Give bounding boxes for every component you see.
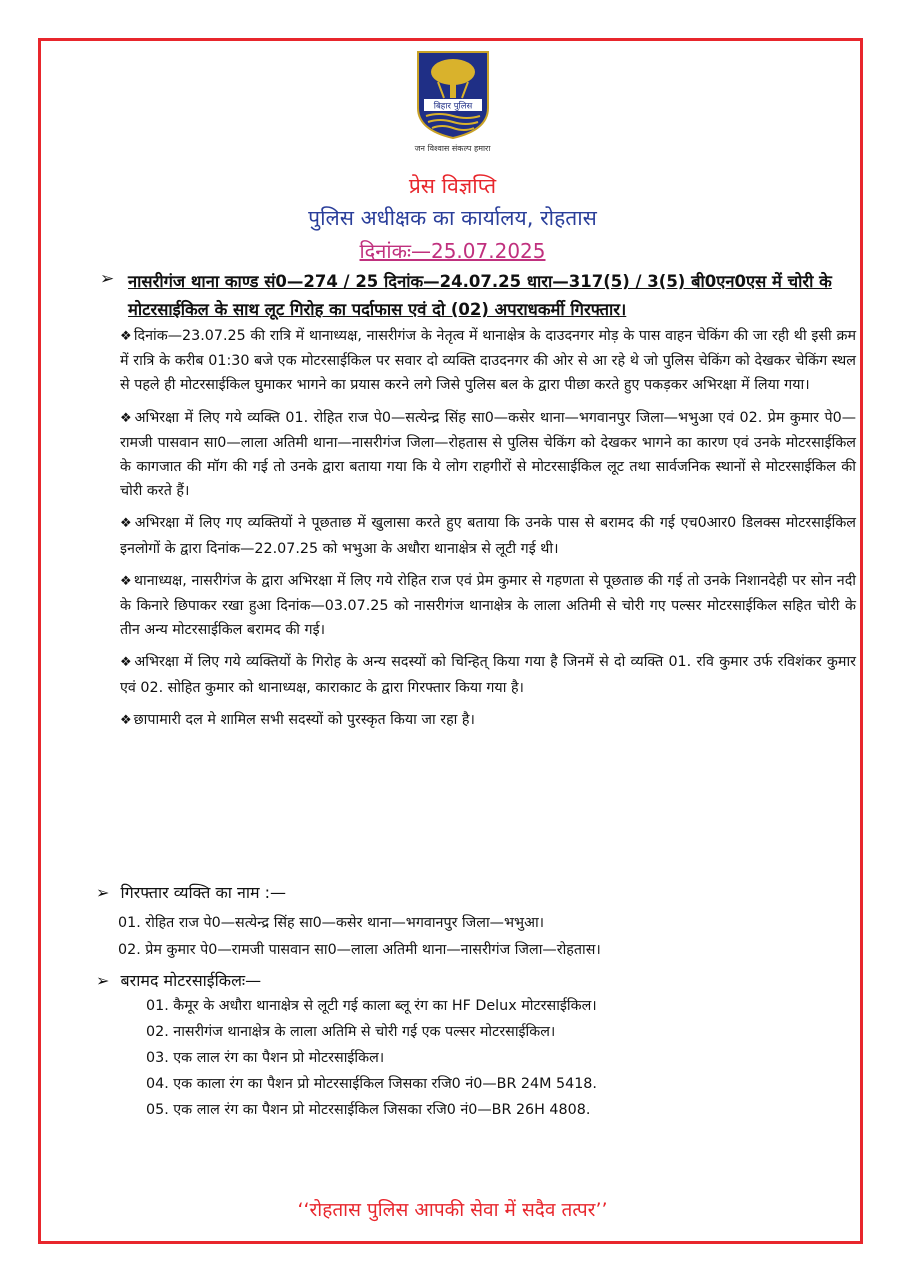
arrested-heading: ➢ गिरफ्तार व्यक्ति का नाम :— <box>96 883 287 902</box>
recovered-item: 03. एक लाल रंग का पैशन प्रो मोटरसाईकिल। <box>146 1050 385 1066</box>
arrow-icon: ➢ <box>96 883 121 902</box>
recovered-item: 05. एक लाल रंग का पैशन प्रो मोटरसाईकिल जिसका रजि0 नं0—BR 26H 4808. <box>146 1102 591 1118</box>
point-item: ❖ दिनांक—23.07.25 की रात्रि में थानाध्यक्ष, नासरीगंज के नेतृत्व में थानाक्षेत्र के दाउदनगर मोड़ के पास वाहन चेकिंग की जा रही थी इसी क्रम में रात्रि के करीब 01:30 बजे एक मोटरसाईकिल पर सवार दो व्यक्ति दाउदनगर की ओर से आ रहे थे जो पुलिस चेकिंग को देखकर चेकिंग स्थल से पहले ही मोटरसाईकिल घुमाकर भागने का प्रयास करने लगे जिसे पुलिस बल के द्वारा पीछा करते हुए पकड़कर अभिरक्षा में लिया गया। <box>120 328 856 394</box>
recovered-item: 04. एक काला रंग का पैशन प्रो मोटरसाईकिल जिसका रजि0 नं0—BR 24M 5418. <box>146 1076 597 1092</box>
diamond-bullet-icon: ❖ <box>120 573 132 589</box>
release-date: दिनांकः—25.07.2025 <box>359 239 546 263</box>
point-item: ❖ छापामारी दल मे शामिल सभी सदस्यों को पुरस्कृत किया जा रहा है। <box>120 711 475 728</box>
bihar-police-logo <box>414 50 492 140</box>
recovered-item: 02. नासरीगंज थानाक्षेत्र के लाला अतिमि से चोरी गई एक पल्सर मोटरसाईकिल। <box>146 1024 556 1040</box>
point-item: ❖ अभिरक्षा में लिए गए व्यक्तियों ने पूछताछ में खुलासा करते हुए बताया कि उनके पास से बरामद की गई एच0आर0 डिलक्स मोटरसाईकिल इनलोगों के द्वारा दिनांक—22.07.25 को भभुआ के अधौरा थानाक्षेत्र से लूटी गई थी। <box>120 515 857 557</box>
point-item: ❖ थानाध्यक्ष, नासरीगंज के द्वारा अभिरक्षा में लिए गये रोहित राज एवं प्रेम कुमार से गहणता से पूछताछ की गई तो उनके निशानदेही पर सोन नदी के किनारे छिपाकर रखा हुआ दिनांक—03.07.25 को नासरीगंज थानाक्षेत्र के लाला अतिमी से चोरी गए पल्सर मोटरसाईकिल सहित चोरी के तीन अन्य मोटरसाईकिल बरामद की गई। <box>120 572 856 639</box>
arrow-icon: ➢ <box>100 269 115 289</box>
logo-text: बिहार पुलिस <box>433 101 473 112</box>
press-release-title: प्रेस विज्ञप्ति <box>408 174 497 198</box>
point-item: ❖ अभिरक्षा में लिए गये व्यक्तियों के गिरोह के अन्य सदस्यों को चिन्हित् किया गया है जिनमें से दो व्यक्ति 01. रवि कुमार उर्फ रविशंकर कुमार एवं 02. सोहित कुमार को थानाध्यक्ष, काराकाट के द्वारा गिरफ्तार किया गया है। <box>120 654 856 696</box>
diamond-bullet-icon: ❖ <box>120 516 133 532</box>
point-item: ❖ अभिरक्षा में लिए गये व्यक्ति 01. रोहित राज पे0—सत्येन्द्र सिंह सा0—कसेर थाना—भगवानपुर जिला—भभुआ एवं 02. प्रेम कुमार पे0—रामजी पासवान सा0—लाला अतिमी थाना—नासरीगंज जिला—रोहतास से पुलिस चेकिंग को देखकर भागने का कारण एवं उनके मोटरसाईकिल के कागजात की मॉग की गई तो उनके द्वारा बताया गया कि ये लोग राहगीरों से मोटरसाईकिल लूट तथा सार्वजनिक स्थानों से मोटरसाईकिल की चोरी करते हैं। <box>120 409 856 500</box>
diamond-bullet-icon: ❖ <box>120 655 133 671</box>
footer-slogan: ‘‘रोहतास पुलिस आपकी सेवा में सदैव तत्पर’’ <box>297 1199 608 1221</box>
recovered-heading: ➢ बरामद मोटरसाईकिलः— <box>96 971 262 990</box>
arrested-item: 02. प्रेम कुमार पे0—रामजी पासवान सा0—लाला अतिमी थाना—नासरीगंज जिला—रोहतास। <box>118 942 601 958</box>
diamond-bullet-icon: ❖ <box>120 410 133 426</box>
headline <box>100 268 860 324</box>
points-list <box>120 324 856 741</box>
arrow-icon: ➢ <box>96 971 121 990</box>
diamond-bullet-icon: ❖ <box>120 329 132 344</box>
office-title: पुलिस अधीक्षक का कार्यालय, रोहतास <box>308 206 597 230</box>
arrested-item: 01. रोहित राज पे0—सत्येन्द्र सिंह सा0—कसेर थाना—भगवानपुर जिला—भभुआ। <box>118 915 545 931</box>
diamond-bullet-icon: ❖ <box>120 712 132 728</box>
headline-text: नासरीगंज थाना काण्ड सं0—274 / 25 दिनांक—24.07.25 धारा—317(5) / 3(5) बी0एन0एस में चोरी के मोटरसाईकिल के साथ लूट गिरोह का पर्दाफास एवं दो (02) अपराधकर्मी गिरफ्तार। <box>128 272 832 319</box>
motto: जन विश्वास संकल्प हमारा <box>414 144 491 153</box>
recovered-item: 01. कैमूर के अधौरा थानाक्षेत्र से लूटी गई काला ब्लू रंग का HF Delux मोटरसाईकिल। <box>146 998 597 1014</box>
